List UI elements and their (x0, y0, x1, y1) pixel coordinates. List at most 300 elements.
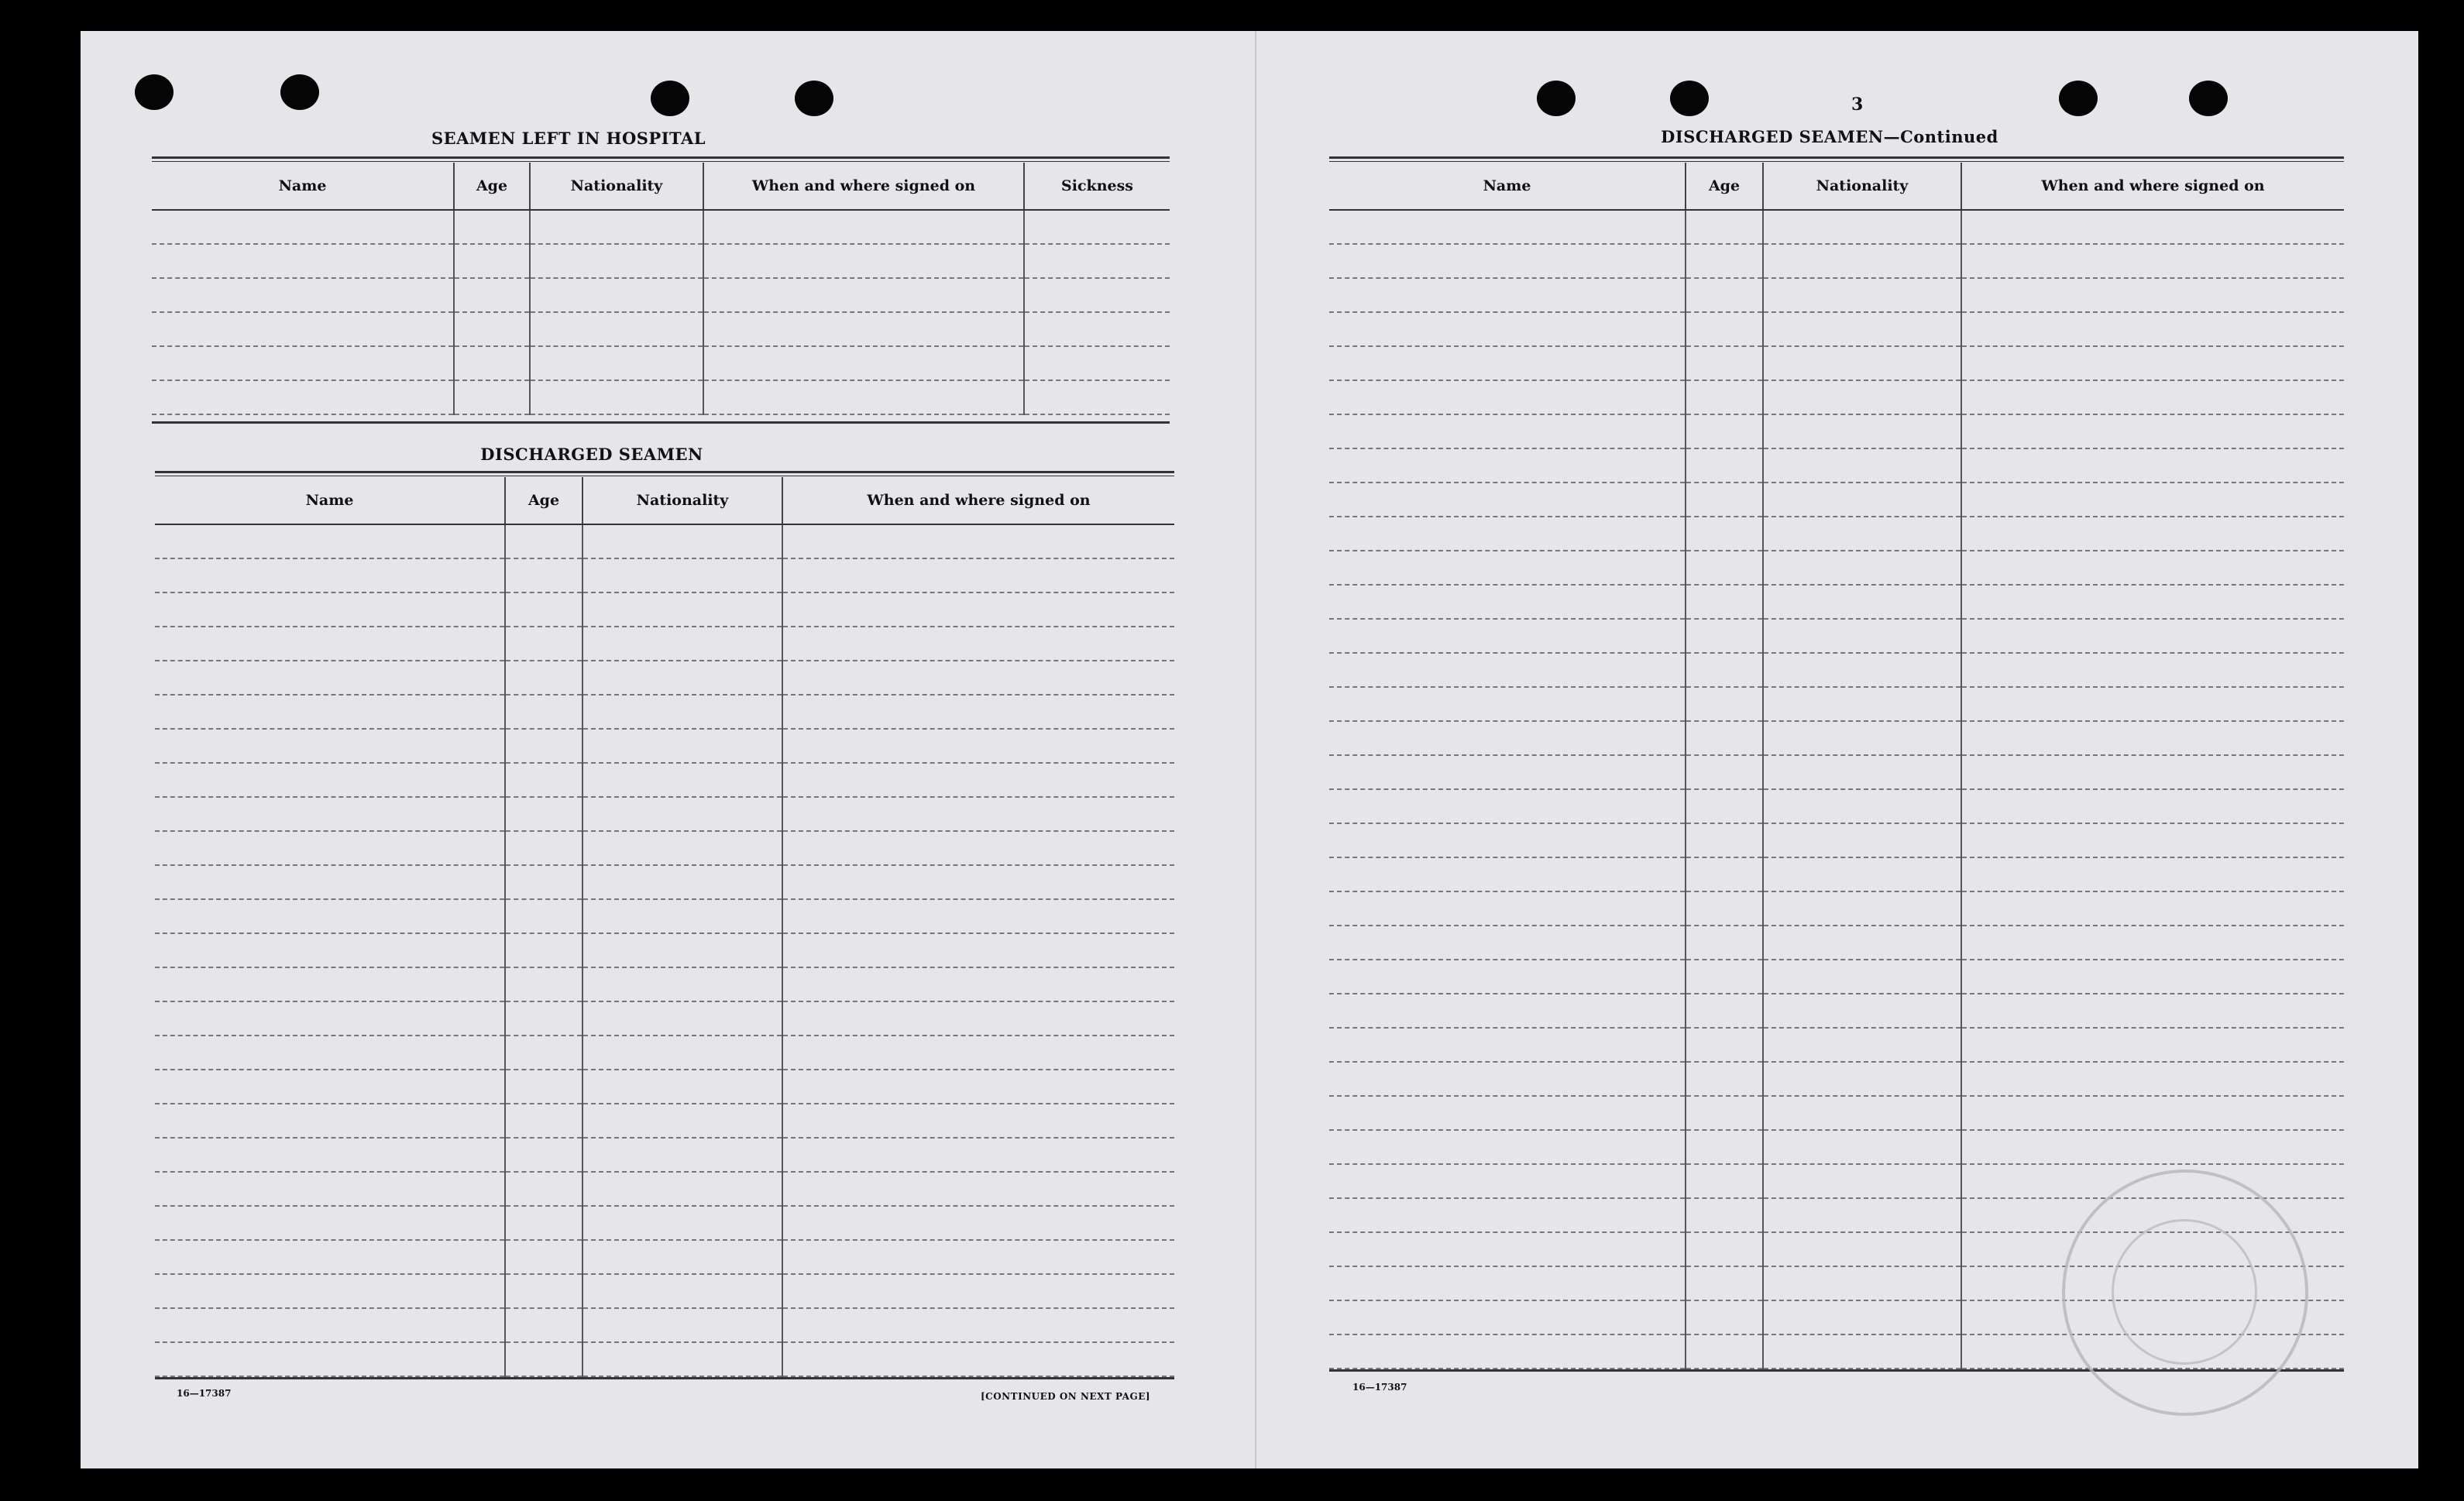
blank-cell[interactable] (1763, 517, 1961, 551)
blank-cell[interactable] (1763, 994, 1961, 1028)
blank-cell[interactable] (152, 312, 454, 346)
blank-cell[interactable] (1686, 210, 1763, 244)
blank-cell[interactable] (1686, 551, 1763, 585)
blank-cell[interactable] (1686, 1300, 1763, 1334)
blank-cell[interactable] (1329, 346, 1686, 380)
blank-cell[interactable] (1686, 891, 1763, 926)
table-row (1329, 619, 2344, 653)
blank-cell[interactable] (582, 933, 782, 967)
blank-cell[interactable] (782, 1070, 1174, 1104)
blank-cell[interactable] (782, 558, 1174, 592)
column-header: When and where signed on (1961, 163, 2344, 210)
blank-cell[interactable] (1686, 244, 1763, 278)
blank-cell[interactable] (1329, 653, 1686, 687)
blank-cell[interactable] (152, 210, 454, 244)
blank-cell[interactable] (1686, 721, 1763, 755)
blank-cell[interactable] (505, 763, 582, 797)
blank-cell[interactable] (1763, 551, 1961, 585)
blank-cell[interactable] (1686, 653, 1763, 687)
blank-cell[interactable] (582, 729, 782, 763)
blank-cell[interactable] (782, 763, 1174, 797)
blank-cell[interactable] (1329, 210, 1686, 244)
blank-cell[interactable] (703, 244, 1024, 278)
blank-cell[interactable] (782, 1172, 1174, 1206)
blank-cell[interactable] (782, 1240, 1174, 1274)
blank-cell[interactable] (782, 899, 1174, 933)
blank-cell[interactable] (1763, 1096, 1961, 1130)
blank-cell[interactable] (582, 1070, 782, 1104)
double-rule (155, 471, 1174, 476)
discharged-section-title: DISCHARGED SEAMEN (480, 445, 703, 464)
blank-cell[interactable] (530, 380, 703, 414)
blank-cell[interactable] (782, 1342, 1174, 1376)
blank-cell[interactable] (1961, 619, 2344, 653)
blank-cell[interactable] (782, 865, 1174, 899)
blank-cell[interactable] (155, 1342, 505, 1376)
blank-cell[interactable] (582, 1240, 782, 1274)
punch-hole (1537, 81, 1576, 116)
table-row (1329, 994, 2344, 1028)
blank-cell[interactable] (1024, 278, 1170, 312)
blank-cell[interactable] (1961, 346, 2344, 380)
blank-cell[interactable] (782, 695, 1174, 729)
blank-cell[interactable] (1763, 653, 1961, 687)
table-row (1329, 823, 2344, 857)
blank-cell[interactable] (582, 1104, 782, 1138)
blank-cell[interactable] (505, 1001, 582, 1036)
blank-cell[interactable] (155, 1104, 505, 1138)
blank-cell[interactable] (155, 695, 505, 729)
blank-cell[interactable] (1686, 1232, 1763, 1266)
column-header: Age (1686, 163, 1763, 210)
blank-cell[interactable] (782, 729, 1174, 763)
blank-cell[interactable] (1961, 380, 2344, 414)
blank-cell[interactable] (505, 627, 582, 661)
blank-cell[interactable] (1961, 926, 2344, 960)
column-header: Name (1329, 163, 1686, 210)
blank-cell[interactable] (530, 278, 703, 312)
blank-cell[interactable] (152, 380, 454, 414)
blank-cell[interactable] (782, 1206, 1174, 1240)
blank-cell[interactable] (1763, 448, 1961, 483)
blank-cell[interactable] (152, 278, 454, 312)
blank-cell[interactable] (1763, 926, 1961, 960)
blank-cell[interactable] (1686, 994, 1763, 1028)
blank-cell[interactable] (505, 1172, 582, 1206)
blank-cell[interactable] (505, 695, 582, 729)
table-row (155, 1206, 1174, 1240)
blank-cell[interactable] (582, 1138, 782, 1172)
blank-cell[interactable] (582, 1036, 782, 1070)
blank-cell[interactable] (1686, 960, 1763, 994)
blank-cell[interactable] (155, 524, 505, 558)
blank-cell[interactable] (155, 729, 505, 763)
blank-cell[interactable] (1329, 823, 1686, 857)
blank-cell[interactable] (530, 244, 703, 278)
blank-cell[interactable] (1961, 448, 2344, 483)
blank-cell[interactable] (1763, 483, 1961, 517)
blank-cell[interactable] (505, 1138, 582, 1172)
blank-cell[interactable] (1329, 1164, 1686, 1198)
blank-cell[interactable] (1686, 483, 1763, 517)
blank-cell[interactable] (155, 592, 505, 627)
table-row (1329, 278, 2344, 312)
blank-cell[interactable] (782, 831, 1174, 865)
punch-hole (2189, 81, 2228, 116)
blank-cell[interactable] (1961, 414, 2344, 448)
blank-cell[interactable] (1024, 210, 1170, 244)
blank-cell[interactable] (1763, 312, 1961, 346)
blank-cell[interactable] (454, 244, 530, 278)
blank-cell[interactable] (505, 831, 582, 865)
blank-cell[interactable] (582, 1308, 782, 1342)
blank-cell[interactable] (1329, 1334, 1686, 1369)
blank-cell[interactable] (155, 865, 505, 899)
blank-cell[interactable] (582, 899, 782, 933)
blank-cell[interactable] (703, 210, 1024, 244)
blank-cell[interactable] (1686, 346, 1763, 380)
table-row (1329, 687, 2344, 721)
table-row (155, 592, 1174, 627)
blank-cell[interactable] (1024, 312, 1170, 346)
blank-cell[interactable] (703, 380, 1024, 414)
blank-cell[interactable] (1329, 755, 1686, 789)
blank-cell[interactable] (454, 380, 530, 414)
blank-cell[interactable] (782, 1036, 1174, 1070)
blank-cell[interactable] (1763, 1300, 1961, 1334)
column-header: Sickness (1024, 163, 1170, 210)
blank-cell[interactable] (1961, 312, 2344, 346)
blank-cell[interactable] (1329, 483, 1686, 517)
blank-cell[interactable] (505, 1104, 582, 1138)
blank-cell[interactable] (782, 1104, 1174, 1138)
blank-cell[interactable] (454, 210, 530, 244)
blank-cell[interactable] (155, 763, 505, 797)
blank-cell[interactable] (782, 1138, 1174, 1172)
blank-cell[interactable] (582, 865, 782, 899)
blank-cell[interactable] (1686, 517, 1763, 551)
column-header: Name (155, 477, 505, 524)
blank-cell[interactable] (1961, 483, 2344, 517)
blank-cell[interactable] (1961, 960, 2344, 994)
blank-cell[interactable] (454, 346, 530, 380)
blank-cell[interactable] (152, 346, 454, 380)
blank-cell[interactable] (1763, 1232, 1961, 1266)
blank-cell[interactable] (1961, 1096, 2344, 1130)
blank-cell[interactable] (1763, 1334, 1961, 1369)
blank-cell[interactable] (1961, 823, 2344, 857)
blank-cell[interactable] (1961, 721, 2344, 755)
blank-cell[interactable] (1763, 1164, 1961, 1198)
blank-cell[interactable] (1763, 1028, 1961, 1062)
blank-cell[interactable] (155, 1240, 505, 1274)
blank-cell[interactable] (1329, 1198, 1686, 1232)
blank-cell[interactable] (1329, 517, 1686, 551)
blank-cell[interactable] (1329, 687, 1686, 721)
blank-cell[interactable] (1961, 517, 2344, 551)
blank-cell[interactable] (1686, 380, 1763, 414)
blank-cell[interactable] (1763, 210, 1961, 244)
blank-cell[interactable] (155, 627, 505, 661)
blank-cell[interactable] (782, 797, 1174, 831)
table-row (155, 558, 1174, 592)
blank-cell[interactable] (582, 831, 782, 865)
blank-cell[interactable] (1024, 244, 1170, 278)
blank-cell[interactable] (582, 1274, 782, 1308)
blank-cell[interactable] (582, 797, 782, 831)
blank-cell[interactable] (155, 1001, 505, 1036)
blank-cell[interactable] (155, 899, 505, 933)
table-row (152, 278, 1170, 312)
blank-cell[interactable] (1763, 278, 1961, 312)
blank-cell[interactable] (1329, 789, 1686, 823)
blank-cell[interactable] (505, 661, 582, 695)
blank-cell[interactable] (782, 592, 1174, 627)
blank-cell[interactable] (1763, 244, 1961, 278)
blank-cell[interactable] (1686, 278, 1763, 312)
blank-cell[interactable] (1961, 551, 2344, 585)
table-row (1329, 448, 2344, 483)
blank-cell[interactable] (1686, 312, 1763, 346)
blank-cell[interactable] (1686, 823, 1763, 857)
blank-cell[interactable] (582, 967, 782, 1001)
blank-cell[interactable] (1686, 755, 1763, 789)
blank-cell[interactable] (782, 661, 1174, 695)
blank-cell[interactable] (505, 1308, 582, 1342)
blank-cell[interactable] (1329, 312, 1686, 346)
blank-cell[interactable] (582, 1172, 782, 1206)
blank-cell[interactable] (1329, 380, 1686, 414)
blank-cell[interactable] (1329, 994, 1686, 1028)
table-row (1329, 857, 2344, 891)
blank-cell[interactable] (1686, 1096, 1763, 1130)
blank-cell[interactable] (454, 312, 530, 346)
blank-cell[interactable] (1961, 891, 2344, 926)
table-row (1329, 960, 2344, 994)
blank-cell[interactable] (1763, 687, 1961, 721)
table-row (1329, 312, 2344, 346)
blank-cell[interactable] (582, 592, 782, 627)
blank-cell[interactable] (582, 524, 782, 558)
blank-cell[interactable] (1329, 1028, 1686, 1062)
blank-cell[interactable] (1686, 789, 1763, 823)
blank-cell[interactable] (505, 967, 582, 1001)
column-header: Age (454, 163, 530, 210)
blank-cell[interactable] (1961, 857, 2344, 891)
blank-cell[interactable] (454, 278, 530, 312)
blank-cell[interactable] (1961, 789, 2344, 823)
blank-cell[interactable] (505, 1240, 582, 1274)
table-row (1329, 380, 2344, 414)
right-page (1255, 31, 2418, 1468)
blank-cell[interactable] (582, 695, 782, 729)
blank-cell[interactable] (1686, 1028, 1763, 1062)
punch-hole (651, 81, 689, 116)
blank-cell[interactable] (1686, 1062, 1763, 1096)
blank-cell[interactable] (782, 1001, 1174, 1036)
blank-cell[interactable] (1763, 1198, 1961, 1232)
blank-cell[interactable] (155, 1138, 505, 1172)
blank-cell[interactable] (505, 558, 582, 592)
table-row (155, 1172, 1174, 1206)
blank-cell[interactable] (1961, 210, 2344, 244)
blank-cell[interactable] (582, 558, 782, 592)
blank-cell[interactable] (1763, 1062, 1961, 1096)
blank-cell[interactable] (505, 1070, 582, 1104)
blank-cell[interactable] (155, 558, 505, 592)
blank-cell[interactable] (1763, 1266, 1961, 1300)
blank-cell[interactable] (1961, 653, 2344, 687)
blank-cell[interactable] (582, 661, 782, 695)
table-row (155, 1001, 1174, 1036)
blank-cell[interactable] (782, 1274, 1174, 1308)
blank-cell[interactable] (1329, 1300, 1686, 1334)
blank-cell[interactable] (1763, 380, 1961, 414)
blank-cell[interactable] (155, 661, 505, 695)
table-row (1329, 789, 2344, 823)
blank-cell[interactable] (155, 1172, 505, 1206)
blank-cell[interactable] (1686, 585, 1763, 619)
blank-cell[interactable] (1329, 278, 1686, 312)
blank-cell[interactable] (782, 1308, 1174, 1342)
left-page (81, 31, 1255, 1468)
blank-cell[interactable] (1329, 551, 1686, 585)
blank-cell[interactable] (1763, 414, 1961, 448)
blank-cell[interactable] (505, 1274, 582, 1308)
blank-cell[interactable] (155, 831, 505, 865)
blank-cell[interactable] (1686, 1164, 1763, 1198)
blank-cell[interactable] (782, 967, 1174, 1001)
blank-cell[interactable] (1961, 1130, 2344, 1164)
blank-cell[interactable] (505, 592, 582, 627)
blank-cell[interactable] (782, 524, 1174, 558)
blank-cell[interactable] (1329, 960, 1686, 994)
blank-cell[interactable] (505, 729, 582, 763)
blank-cell[interactable] (1961, 244, 2344, 278)
blank-cell[interactable] (505, 1342, 582, 1376)
blank-cell[interactable] (1686, 1334, 1763, 1369)
column-header: Nationality (530, 163, 703, 210)
blank-cell[interactable] (505, 1036, 582, 1070)
blank-cell[interactable] (155, 933, 505, 967)
blank-cell[interactable] (703, 278, 1024, 312)
blank-cell[interactable] (1329, 926, 1686, 960)
blank-cell[interactable] (1763, 823, 1961, 857)
blank-cell[interactable] (582, 1206, 782, 1240)
continued-header-row (1329, 163, 2344, 210)
blank-cell[interactable] (1329, 1232, 1686, 1266)
blank-cell[interactable] (152, 244, 454, 278)
blank-cell[interactable] (155, 1308, 505, 1342)
blank-cell[interactable] (1763, 857, 1961, 891)
blank-cell[interactable] (155, 967, 505, 1001)
blank-cell[interactable] (1686, 1130, 1763, 1164)
blank-cell[interactable] (1763, 891, 1961, 926)
blank-cell[interactable] (505, 865, 582, 899)
blank-cell[interactable] (1024, 380, 1170, 414)
blank-cell[interactable] (1329, 1096, 1686, 1130)
blank-cell[interactable] (1961, 755, 2344, 789)
blank-cell[interactable] (155, 1274, 505, 1308)
blank-cell[interactable] (1961, 1062, 2344, 1096)
blank-cell[interactable] (582, 1001, 782, 1036)
discharged-continued-title-main: DISCHARGED SEAMEN (1661, 127, 1884, 146)
blank-cell[interactable] (1329, 891, 1686, 926)
blank-cell[interactable] (703, 346, 1024, 380)
blank-cell[interactable] (155, 1036, 505, 1070)
blank-cell[interactable] (1686, 414, 1763, 448)
blank-cell[interactable] (1686, 619, 1763, 653)
blank-cell[interactable] (1763, 585, 1961, 619)
blank-cell[interactable] (1686, 448, 1763, 483)
blank-cell[interactable] (1961, 994, 2344, 1028)
blank-cell[interactable] (505, 933, 582, 967)
blank-cell[interactable] (1763, 960, 1961, 994)
table-row (152, 312, 1170, 346)
blank-cell[interactable] (1686, 926, 1763, 960)
blank-cell[interactable] (1686, 687, 1763, 721)
blank-cell[interactable] (1961, 687, 2344, 721)
blank-cell[interactable] (505, 797, 582, 831)
blank-cell[interactable] (1686, 1266, 1763, 1300)
blank-cell[interactable] (1763, 721, 1961, 755)
blank-cell[interactable] (582, 627, 782, 661)
blank-cell[interactable] (582, 1342, 782, 1376)
blank-cell[interactable] (1024, 346, 1170, 380)
table-row (155, 661, 1174, 695)
blank-cell[interactable] (505, 1206, 582, 1240)
blank-cell[interactable] (1329, 585, 1686, 619)
blank-cell[interactable] (1329, 244, 1686, 278)
blank-cell[interactable] (1763, 619, 1961, 653)
blank-cell[interactable] (155, 1206, 505, 1240)
blank-cell[interactable] (1763, 346, 1961, 380)
blank-cell[interactable] (782, 933, 1174, 967)
blank-cell[interactable] (1329, 1130, 1686, 1164)
blank-cell[interactable] (1961, 278, 2344, 312)
blank-cell[interactable] (1329, 857, 1686, 891)
blank-cell[interactable] (155, 797, 505, 831)
blank-cell[interactable] (1329, 1062, 1686, 1096)
blank-cell[interactable] (1329, 721, 1686, 755)
blank-cell[interactable] (505, 899, 582, 933)
blank-cell[interactable] (530, 312, 703, 346)
blank-cell[interactable] (1961, 585, 2344, 619)
blank-cell[interactable] (530, 210, 703, 244)
blank-cell[interactable] (703, 312, 1024, 346)
blank-cell[interactable] (155, 1070, 505, 1104)
blank-cell[interactable] (1686, 857, 1763, 891)
blank-cell[interactable] (505, 524, 582, 558)
blank-cell[interactable] (1686, 1198, 1763, 1232)
table-row (152, 244, 1170, 278)
blank-cell[interactable] (530, 346, 703, 380)
blank-cell[interactable] (1763, 1130, 1961, 1164)
hospital-table (152, 163, 1170, 415)
blank-cell[interactable] (1329, 448, 1686, 483)
punch-hole (1670, 81, 1709, 116)
table-row (1329, 414, 2344, 448)
table-row (152, 346, 1170, 380)
blank-cell[interactable] (1329, 619, 1686, 653)
blank-cell[interactable] (782, 627, 1174, 661)
blank-cell[interactable] (1329, 414, 1686, 448)
blank-cell[interactable] (1763, 789, 1961, 823)
blank-cell[interactable] (1961, 1028, 2344, 1062)
blank-cell[interactable] (1329, 1266, 1686, 1300)
blank-cell[interactable] (1763, 755, 1961, 789)
blank-cell[interactable] (582, 763, 782, 797)
